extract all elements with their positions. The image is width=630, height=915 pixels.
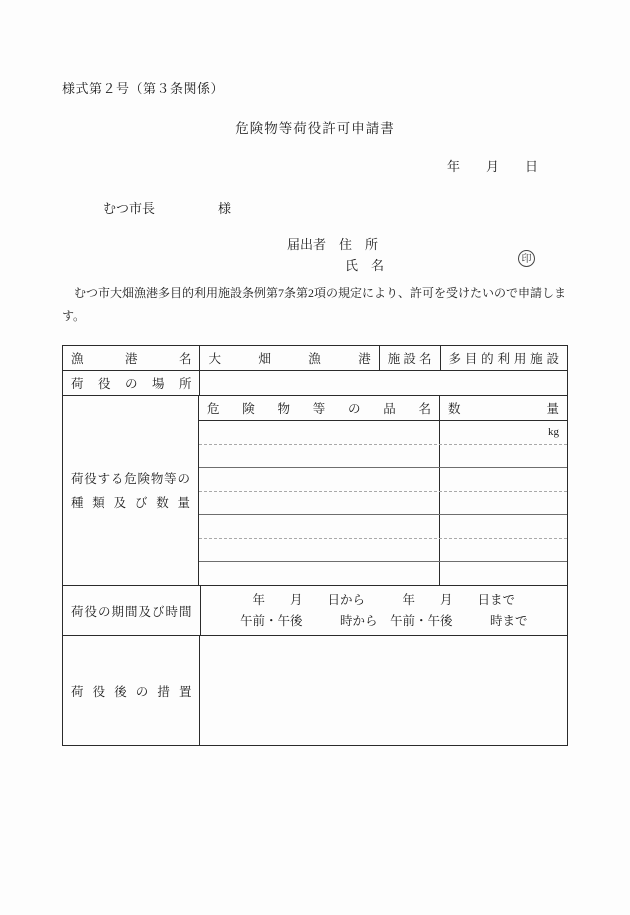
period-value-cell [201, 586, 568, 636]
cargo-section [63, 396, 567, 586]
date-line: 年 月 日 [446, 159, 538, 174]
cargo-row [199, 538, 567, 562]
cargo-header-row [199, 396, 567, 421]
cargo-label-line1: 荷役する危険物等の [71, 471, 190, 486]
addressee-gap [155, 198, 218, 217]
location-value-cell [200, 371, 567, 396]
period-time-template: 午前・午後 時から 午前・午後 時まで [239, 613, 528, 628]
application-statement: むつ市大畑漁港多目的利用施設条例第7条第2項の規定により、許可を受けたいので申請します。 [62, 286, 567, 323]
cargo-subtable [199, 396, 567, 586]
facility-value-cell [441, 346, 568, 371]
period-date-template: 年 月 日から 年 月 日まで [252, 592, 515, 607]
quantity-cell [440, 445, 567, 468]
cargo-row [199, 561, 567, 585]
port-facility-row [63, 346, 567, 371]
applicant-address-label: 届出者 住 所 [287, 237, 379, 252]
product-column-header-cell [199, 396, 440, 420]
document-title: 危険物等荷役許可申請書 [235, 121, 395, 136]
seal-icon: 印 [518, 250, 535, 267]
permit-table [62, 345, 568, 746]
measures-label: 荷役後の措置 [71, 684, 192, 699]
facility-value: 多目的利用施設 [448, 352, 559, 366]
product-cell [199, 539, 440, 562]
addressee-row [103, 198, 231, 217]
product-cell [199, 421, 440, 444]
form-number: 様式第２号（第３条関係） [62, 81, 225, 96]
product-cell [199, 445, 440, 468]
cargo-row [199, 421, 567, 444]
honorific-label: 様 [218, 201, 232, 216]
cargo-label-line2: 種類及び数量 [71, 495, 190, 510]
cargo-row [199, 491, 567, 515]
quantity-cell [440, 468, 567, 491]
location-label: 荷役の場所 [71, 377, 192, 391]
period-label-cell [63, 586, 201, 636]
cargo-label-cell [63, 396, 199, 586]
measures-row [63, 636, 567, 745]
product-cell [199, 468, 440, 491]
quantity-cell [440, 492, 567, 515]
fishing-port-value: 大畑漁港 [208, 352, 371, 366]
applicant-name-label: 氏 名 [345, 258, 385, 273]
location-label-cell [63, 371, 200, 396]
quantity-cell [440, 539, 567, 562]
fishing-port-label: 漁港名 [71, 352, 192, 366]
location-row [63, 371, 567, 396]
cargo-row [199, 444, 567, 468]
cargo-row [199, 514, 567, 538]
product-column-header: 危険物等の品名 [207, 402, 431, 416]
measures-value-cell [200, 636, 567, 745]
period-row [63, 586, 567, 636]
product-cell [199, 562, 440, 585]
quantity-cell [440, 562, 567, 585]
quantity-cell [440, 515, 567, 538]
product-cell [199, 492, 440, 515]
facility-label-cell [380, 346, 441, 371]
fishing-port-value-cell [200, 346, 379, 371]
fishing-port-label-cell [63, 346, 200, 371]
cargo-rows [199, 421, 567, 585]
quantity-column-header-cell [440, 396, 567, 420]
quantity-unit-cell [440, 421, 567, 444]
quantity-column-header: 数量 [448, 402, 559, 416]
quantity-unit: kg [548, 426, 559, 439]
measures-label-cell [63, 636, 200, 745]
product-cell [199, 515, 440, 538]
facility-label: 施設名 [387, 352, 432, 366]
addressee: むつ市長 [103, 201, 156, 216]
period-label: 荷役の期間及び時間 [71, 604, 192, 619]
cargo-row [199, 467, 567, 491]
